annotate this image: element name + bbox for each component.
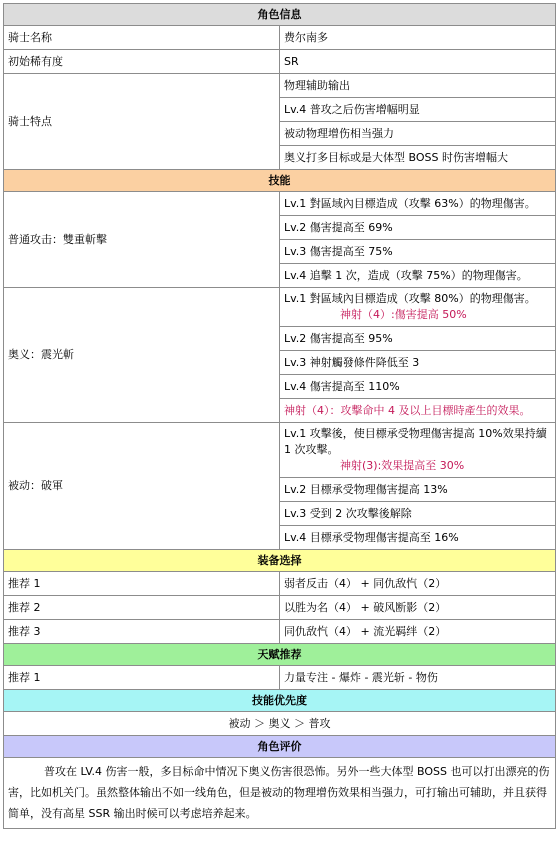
evaluation-text: 普攻在 LV.4 伤害一般，多目标命中情况下奥义伤害很恐怖。另外一些大体型 BOSS 也可以打出漂亮的伤害，比如机关门。虽然整体输出不如一线角色，但是被动的物理增伤效果相当强力，可打输出可辅助，并且获得简单，没有高星 SSR 输出时候可以考虑培养起来。	[4, 758, 556, 829]
priority-value: 被动 ＞ 奥义 ＞ 普攻	[4, 712, 556, 736]
trait-item: 被动物理增伤相当强力	[280, 122, 556, 146]
equip-label: 推荐 1	[4, 572, 280, 596]
talent-label: 推荐 1	[4, 666, 280, 690]
normal-attack-label: 普通攻击：雙重斬擊	[4, 192, 280, 288]
equip-value: 同仇敌忾（4） + 流光羁绊（2）	[280, 620, 556, 644]
skill-level: Lv.2 傷害提高至 69%	[280, 216, 556, 240]
passive-label: 被动：破軍	[4, 423, 280, 550]
traits-label: 骑士特点	[4, 74, 280, 170]
section-header-equip: 装备选择	[4, 550, 556, 572]
rarity-value: SR	[280, 50, 556, 74]
rarity-label: 初始稀有度	[4, 50, 280, 74]
trait-item: 奥义打多目标或是大体型 BOSS 时伤害增幅大	[280, 146, 556, 170]
equip-value: 以胜为名（4） + 破风断影（2）	[280, 596, 556, 620]
section-header-skills: 技能	[4, 170, 556, 192]
skill-level: Lv.3 神射觸發條件降低至 3	[280, 351, 556, 375]
skill-bonus-note: 神射（4）:傷害提高 50%	[340, 308, 467, 321]
section-header-info: 角色信息	[4, 4, 556, 26]
name-value: 费尔南多	[280, 26, 556, 50]
skill-level: Lv.4 追擊 1 次，造成（攻擊 75%）的物理傷害。	[280, 264, 556, 288]
section-header-talent: 天赋推荐	[4, 644, 556, 666]
skill-level-text: Lv.1 對區域內目標造成（攻擊 80%）的物理傷害。	[284, 292, 536, 305]
section-header-priority: 技能优先度	[4, 690, 556, 712]
skill-level: Lv.2 目標承受物理傷害提高 13%	[280, 478, 556, 502]
name-label: 骑士名称	[4, 26, 280, 50]
skill-note: 神射（4）：攻擊命中 4 及以上目標時產生的效果。	[280, 399, 556, 423]
skill-level: Lv.4 傷害提高至 110%	[280, 375, 556, 399]
talent-value: 力量专注 - 爆炸 - 震光斩 - 物伤	[280, 666, 556, 690]
section-header-evaluation: 角色评价	[4, 736, 556, 758]
trait-item: 物理辅助输出	[280, 74, 556, 98]
skill-level	[280, 423, 556, 478]
trait-item: Lv.4 普攻之后伤害增幅明显	[280, 98, 556, 122]
skill-level: Lv.1 對區域內目標造成（攻擊 63%）的物理傷害。	[280, 192, 556, 216]
skill-level: Lv.3 傷害提高至 75%	[280, 240, 556, 264]
skill-level: Lv.2 傷害提高至 95%	[280, 327, 556, 351]
skill-bonus-note: 神射(3):效果提高至 30%	[340, 459, 465, 472]
skill-level: Lv.4 目標承受物理傷害提高至 16%	[280, 526, 556, 550]
skill-level-text: Lv.1 攻擊後，使目標承受物理傷害提高 10%效果持續 1 次攻擊。	[284, 427, 547, 456]
equip-value: 弱者反击（4） + 同仇敌忾（2）	[280, 572, 556, 596]
equip-label: 推荐 3	[4, 620, 280, 644]
ultimate-label: 奥义：震光斬	[4, 288, 280, 423]
character-guide-table	[3, 3, 556, 829]
equip-label: 推荐 2	[4, 596, 280, 620]
skill-level: Lv.3 受到 2 次攻擊後解除	[280, 502, 556, 526]
skill-level	[280, 288, 556, 327]
